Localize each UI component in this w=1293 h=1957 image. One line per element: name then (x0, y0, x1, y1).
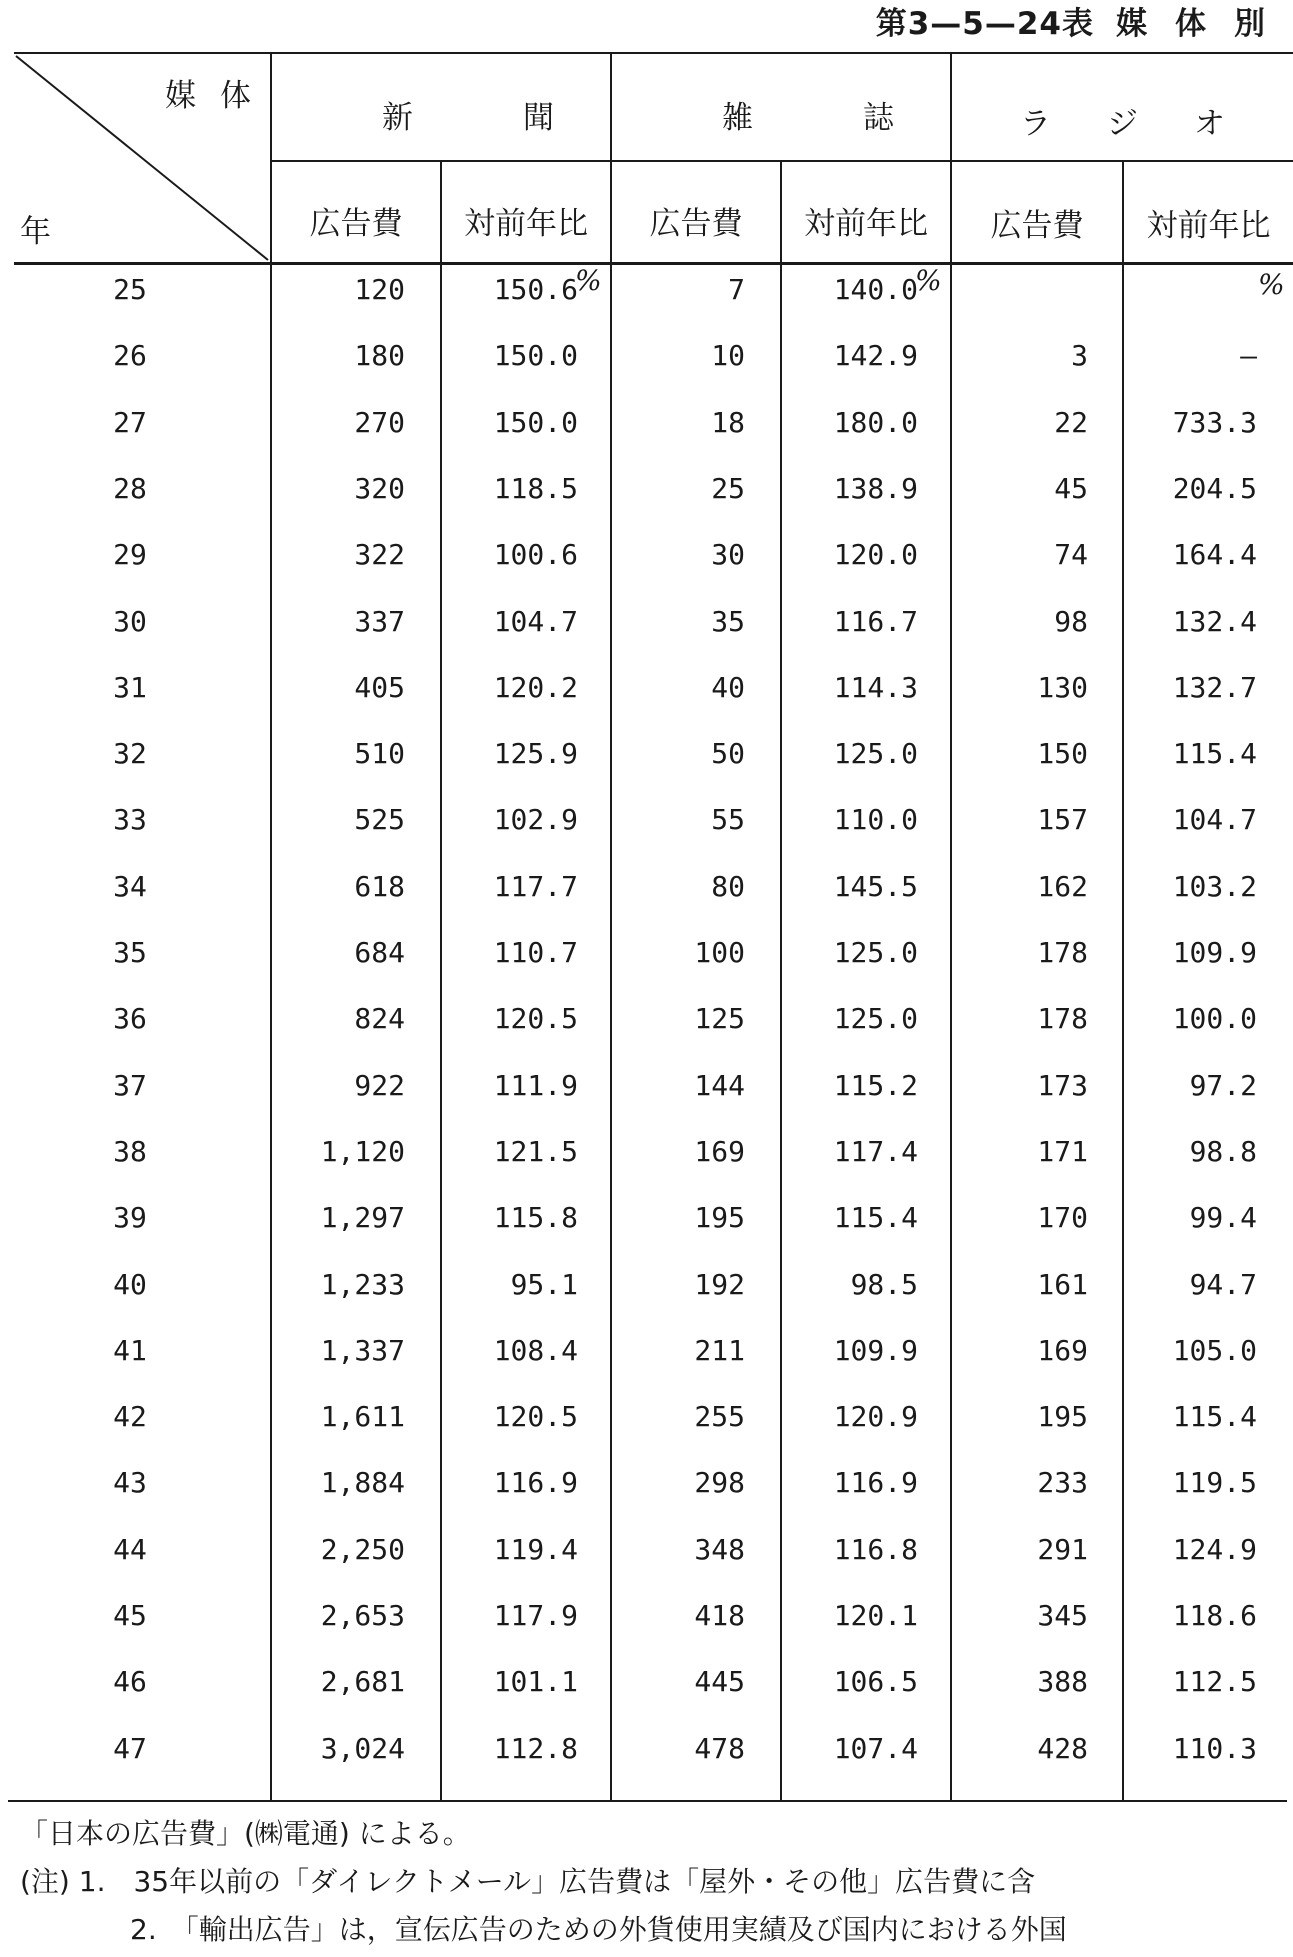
source-note: 「日本の広告費」(㈱電通) による。 (20, 1817, 471, 1850)
newspaper-ratio-cell: 125.9 (493, 737, 578, 771)
newspaper-ad-cell: 525 (354, 803, 405, 837)
radio-ad-cell: 3 (1071, 339, 1088, 373)
magazine-ratio-cell: 106.5 (833, 1665, 918, 1699)
newspaper-ratio-cell: 119.4 (493, 1532, 578, 1566)
year-cell: 34 (113, 869, 147, 903)
rd-ad-header: 広告費 (990, 208, 1084, 244)
year-cell: 33 (113, 803, 147, 837)
magazine-ad-cell: 80 (711, 869, 745, 903)
newspaper-ad-cell: 1,337 (320, 1333, 405, 1367)
table-row (0, 1119, 1293, 1185)
np-ad-header: 広告費 (309, 206, 403, 242)
newspaper-ad-cell: 405 (354, 670, 405, 704)
newspaper-ratio-cell: 112.8 (493, 1731, 578, 1765)
table-row (0, 1583, 1293, 1649)
magazine-ad-cell: 478 (694, 1731, 745, 1765)
magazine-ratio-cell: 117.4 (833, 1134, 918, 1168)
radio-ad-cell: 173 (1037, 1068, 1088, 1102)
radio-ratio-cell: 115.4 (1172, 737, 1257, 771)
radio-ratio-cell: 110.3 (1172, 1731, 1257, 1765)
year-cell: 28 (113, 471, 147, 505)
newspaper-ad-cell: 180 (354, 339, 405, 373)
year-cell: 38 (113, 1134, 147, 1168)
magazine-ad-cell: 50 (711, 737, 745, 771)
table-row (0, 257, 1293, 323)
year-cell: 29 (113, 538, 147, 572)
newspaper-ad-cell: 922 (354, 1068, 405, 1102)
radio-ratio-cell: 100.0 (1172, 1002, 1257, 1036)
newspaper-ad-cell: 1,233 (320, 1267, 405, 1301)
newspaper-ad-cell: 684 (354, 936, 405, 969)
table-row (0, 721, 1293, 787)
newspaper-ratio-cell: 150.6 (493, 273, 578, 306)
year-cell: 27 (113, 405, 147, 439)
table-row (0, 589, 1293, 655)
table-row (0, 390, 1293, 456)
np-ratio-header: 対前年比 (464, 206, 588, 242)
group-radio: ラジオ (1020, 106, 1281, 142)
magazine-ad-cell: 144 (694, 1068, 745, 1102)
newspaper-ad-cell: 2,653 (320, 1599, 405, 1632)
radio-ad-cell: 98 (1054, 604, 1088, 638)
radio-ratio-cell: 112.5 (1172, 1665, 1257, 1699)
table-row (0, 1450, 1293, 1516)
newspaper-ratio-cell: 150.0 (493, 405, 578, 439)
corner-media-label: 媒体 (165, 78, 275, 114)
newspaper-ratio-cell: 116.9 (493, 1466, 578, 1500)
magazine-ad-cell: 211 (694, 1333, 745, 1367)
magazine-ratio-cell: 145.5 (833, 869, 918, 903)
mg-ratio-header: 対前年比 (804, 206, 928, 242)
radio-ad-cell: 428 (1037, 1731, 1088, 1765)
year-cell: 44 (113, 1532, 147, 1566)
radio-ratio-cell: 733.3 (1172, 405, 1257, 439)
table-heading: 媒体別 (1116, 6, 1293, 42)
magazine-ratio-cell: 120.0 (833, 538, 918, 572)
newspaper-ratio-cell: 117.9 (493, 1599, 578, 1632)
magazine-ratio-cell: 125.0 (833, 737, 918, 771)
radio-ad-cell: 130 (1037, 670, 1088, 704)
rd-ratio-unit: % (1258, 268, 1285, 301)
radio-ad-cell: 74 (1054, 538, 1088, 572)
table-row (0, 986, 1293, 1052)
year-cell: 39 (113, 1201, 147, 1235)
newspaper-ratio-cell: 95.1 (510, 1267, 578, 1301)
magazine-ratio-cell: 142.9 (833, 339, 918, 373)
group-newspaper: 新聞 (382, 100, 664, 136)
year-cell: 31 (113, 670, 147, 704)
year-cell: 43 (113, 1466, 147, 1500)
magazine-ad-cell: 18 (711, 405, 745, 439)
newspaper-ad-cell: 1,611 (320, 1400, 405, 1434)
radio-ratio-cell: — (1240, 339, 1257, 373)
magazine-ratio-cell: 98.5 (850, 1267, 918, 1301)
radio-ad-cell: 150 (1037, 737, 1088, 771)
newspaper-ratio-cell: 121.5 (493, 1134, 578, 1168)
radio-ratio-cell: 118.6 (1172, 1599, 1257, 1632)
table-row (0, 323, 1293, 389)
table-row (0, 456, 1293, 522)
year-cell: 41 (113, 1333, 147, 1367)
newspaper-ad-cell: 270 (354, 405, 405, 439)
table-number: 第3—5—24表 (875, 6, 1094, 42)
newspaper-ratio-cell: 120.2 (493, 670, 578, 704)
table-row (0, 1185, 1293, 1251)
mg-ad-header: 広告費 (649, 206, 743, 242)
newspaper-ad-cell: 1,884 (320, 1466, 405, 1500)
radio-ratio-cell: 104.7 (1172, 803, 1257, 837)
newspaper-ad-cell: 2,681 (320, 1665, 405, 1699)
newspaper-ad-cell: 3,024 (320, 1731, 405, 1765)
table-row (0, 1318, 1293, 1384)
newspaper-ratio-cell: 118.5 (493, 471, 578, 505)
newspaper-ad-cell: 337 (354, 604, 405, 638)
magazine-ratio-cell: 107.4 (833, 1731, 918, 1765)
radio-ratio-cell: 204.5 (1172, 471, 1257, 505)
table-row (0, 1517, 1293, 1583)
radio-ad-cell: 161 (1037, 1267, 1088, 1301)
newspaper-ad-cell: 510 (354, 737, 405, 771)
np-ratio-unit: % (575, 264, 602, 297)
newspaper-ratio-cell: 100.6 (493, 538, 578, 572)
newspaper-ad-cell: 618 (354, 869, 405, 903)
group-magazine: 雑誌 (722, 100, 1004, 136)
newspaper-ad-cell: 1,297 (320, 1201, 405, 1235)
newspaper-ratio-cell: 120.5 (493, 1400, 578, 1434)
radio-ratio-cell: 115.4 (1172, 1400, 1257, 1434)
table-row (0, 1649, 1293, 1715)
table-row (0, 854, 1293, 920)
magazine-ratio-cell: 180.0 (833, 405, 918, 439)
magazine-ratio-cell: 115.2 (833, 1068, 918, 1102)
radio-ratio-cell: 164.4 (1172, 538, 1257, 572)
year-cell: 40 (113, 1267, 147, 1301)
radio-ad-cell: 178 (1037, 1002, 1088, 1036)
magazine-ratio-cell: 140.0 (833, 273, 918, 306)
year-cell: 47 (113, 1731, 147, 1765)
radio-ad-cell (960, 257, 1088, 323)
radio-ratio-cell: 103.2 (1172, 869, 1257, 903)
newspaper-ad-cell: 320 (354, 471, 405, 505)
magazine-ad-cell: 25 (711, 471, 745, 505)
magazine-ratio-cell: 120.1 (833, 1599, 918, 1632)
footnotes (20, 1810, 1293, 1954)
radio-ratio-cell: 132.4 (1172, 604, 1257, 638)
radio-ratio-cell (1130, 257, 1257, 323)
radio-ratio-cell: 99.4 (1189, 1201, 1257, 1235)
magazine-ad-cell: 40 (711, 670, 745, 704)
group-subheader-rule (272, 160, 1293, 162)
radio-ad-cell: 169 (1037, 1333, 1088, 1367)
year-cell: 37 (113, 1068, 147, 1102)
magazine-ad-cell: 445 (694, 1665, 745, 1699)
note-2: 2. 「輸出広告」は，宣伝広告のための外貨使用実績及び国内における外国 (130, 1913, 1067, 1946)
radio-ad-cell: 195 (1037, 1400, 1088, 1434)
year-cell: 36 (113, 1002, 147, 1036)
magazine-ratio-cell: 116.9 (833, 1466, 918, 1500)
newspaper-ad-cell: 1,120 (320, 1134, 405, 1168)
table-row (0, 522, 1293, 588)
radio-ratio-cell: 105.0 (1172, 1333, 1257, 1367)
year-cell: 25 (113, 273, 147, 306)
magazine-ratio-cell: 116.8 (833, 1532, 918, 1566)
magazine-ad-cell: 7 (728, 273, 745, 306)
year-cell: 30 (113, 604, 147, 638)
newspaper-ad-cell: 120 (354, 273, 405, 306)
magazine-ratio-cell: 115.4 (833, 1201, 918, 1235)
radio-ad-cell: 162 (1037, 869, 1088, 903)
magazine-ad-cell: 418 (694, 1599, 745, 1632)
radio-ad-cell: 22 (1054, 405, 1088, 439)
rd-ratio-header: 対前年比 (1146, 208, 1271, 244)
magazine-ratio-cell: 110.0 (833, 803, 918, 837)
magazine-ad-cell: 169 (694, 1134, 745, 1168)
newspaper-ad-cell: 322 (354, 538, 405, 572)
table-row (0, 1053, 1293, 1119)
table-row (0, 1716, 1293, 1782)
magazine-ad-cell: 255 (694, 1400, 745, 1434)
radio-ratio-cell: 124.9 (1172, 1532, 1257, 1566)
table-row (0, 655, 1293, 721)
year-cell: 46 (113, 1665, 147, 1699)
newspaper-ratio-cell: 102.9 (493, 803, 578, 837)
table-bottom-rule (8, 1800, 1287, 1802)
magazine-ratio-cell: 116.7 (833, 604, 918, 638)
magazine-ad-cell: 55 (711, 803, 745, 837)
radio-ad-cell: 157 (1037, 803, 1088, 837)
year-cell: 45 (113, 1599, 147, 1632)
year-cell: 42 (113, 1400, 147, 1434)
magazine-ratio-cell: 125.0 (833, 936, 918, 969)
radio-ratio-cell: 119.5 (1172, 1466, 1257, 1500)
magazine-ratio-cell: 114.3 (833, 670, 918, 704)
newspaper-ad-cell: 2,250 (320, 1532, 405, 1566)
year-cell: 35 (113, 936, 147, 969)
radio-ratio-cell: 97.2 (1189, 1068, 1257, 1102)
table-row (0, 787, 1293, 853)
magazine-ad-cell: 10 (711, 339, 745, 373)
radio-ad-cell: 45 (1054, 471, 1088, 505)
table-row (0, 1384, 1293, 1450)
radio-ad-cell: 233 (1037, 1466, 1088, 1500)
table-row (0, 1252, 1293, 1318)
radio-ratio-cell: 109.9 (1172, 936, 1257, 969)
magazine-ad-cell: 35 (711, 604, 745, 638)
year-cell: 26 (113, 339, 147, 373)
radio-ratio-cell: 132.7 (1172, 670, 1257, 704)
newspaper-ratio-cell: 120.5 (493, 1002, 578, 1036)
magazine-ad-cell: 100 (694, 936, 745, 969)
table-row (0, 920, 1293, 986)
newspaper-ad-cell: 824 (354, 1002, 405, 1036)
radio-ad-cell: 345 (1037, 1599, 1088, 1632)
radio-ad-cell: 171 (1037, 1134, 1088, 1168)
newspaper-ratio-cell: 104.7 (493, 604, 578, 638)
magazine-ratio-cell: 109.9 (833, 1333, 918, 1367)
newspaper-ratio-cell: 117.7 (493, 869, 578, 903)
radio-ratio-cell: 94.7 (1189, 1267, 1257, 1301)
newspaper-ratio-cell: 101.1 (493, 1665, 578, 1699)
newspaper-ratio-cell: 115.8 (493, 1201, 578, 1235)
note-1: (注) 1. 35年以前の「ダイレクトメール」広告費は「屋外・その他」広告費に含 (20, 1865, 1036, 1898)
newspaper-ratio-cell: 150.0 (493, 339, 578, 373)
radio-ratio-cell: 98.8 (1189, 1134, 1257, 1168)
magazine-ad-cell: 348 (694, 1532, 745, 1566)
newspaper-ratio-cell: 110.7 (493, 936, 578, 969)
magazine-ad-cell: 298 (694, 1466, 745, 1500)
magazine-ad-cell: 125 (694, 1002, 745, 1036)
radio-ad-cell: 178 (1037, 936, 1088, 969)
corner-year-label: 年 (20, 214, 51, 250)
magazine-ratio-cell: 120.9 (833, 1400, 918, 1434)
magazine-ad-cell: 30 (711, 538, 745, 572)
radio-ad-cell: 170 (1037, 1201, 1088, 1235)
magazine-ad-cell: 192 (694, 1267, 745, 1301)
newspaper-ratio-cell: 111.9 (493, 1068, 578, 1102)
year-cell: 32 (113, 737, 147, 771)
newspaper-ratio-cell: 108.4 (493, 1333, 578, 1367)
radio-ad-cell: 388 (1037, 1665, 1088, 1699)
mg-ratio-unit: % (915, 264, 942, 297)
magazine-ratio-cell: 138.9 (833, 471, 918, 505)
radio-ad-cell: 291 (1037, 1532, 1088, 1566)
magazine-ratio-cell: 125.0 (833, 1002, 918, 1036)
magazine-ad-cell: 195 (694, 1201, 745, 1235)
